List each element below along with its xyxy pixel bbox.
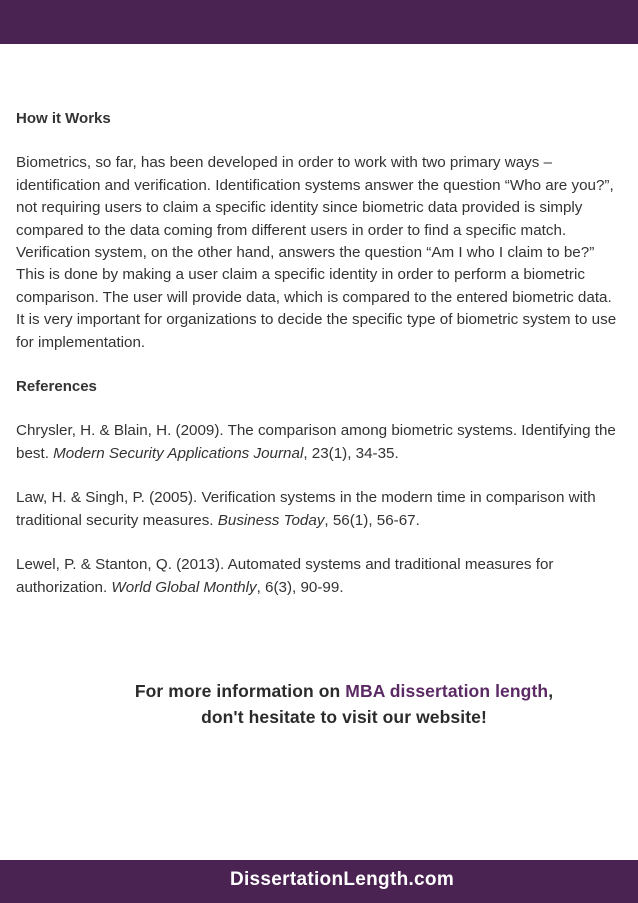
reference-item	[16, 554, 624, 599]
footer-site-link[interactable]: DissertationLength.com	[229, 869, 455, 890]
reference-text: Chrysler, H. & Blain, H. (2009). The comparison among biometric systems. Identifying the best.	[16, 422, 616, 462]
reference-journal: Business Today	[217, 511, 325, 529]
top-banner	[0, 0, 638, 44]
reference-journal: World Global Monthly	[111, 578, 257, 596]
cta-line-2: don't hesitate to visit our website!	[201, 707, 487, 727]
reference-text: Law, H. & Singh, P. (2005). Verification systems in the modern time in comparison with traditional security measures.	[16, 489, 596, 529]
section-heading-references: References	[16, 378, 97, 396]
reference-citation: , 6(3), 90-99.	[256, 578, 344, 596]
document-body	[16, 108, 624, 599]
reference-text: Lewel, P. & Stanton, Q. (2013). Automated systems and traditional measures for authorization.	[16, 556, 554, 596]
cta-prefix: For more information on	[134, 681, 346, 701]
cta-suffix: ,	[548, 681, 554, 701]
reference-citation: , 23(1), 34-35.	[303, 444, 399, 462]
section-heading-how-it-works: How it Works	[16, 110, 111, 127]
call-to-action	[0, 678, 638, 730]
mba-dissertation-length-link[interactable]: MBA dissertation length	[345, 681, 549, 701]
reference-item	[16, 420, 624, 465]
cta-line-1	[0, 678, 638, 704]
how-it-works-paragraph: Biometrics, so far, has been developed in order to work with two primary ways – identification and verification. Identification systems answer the question “Who are you?”, not requiring users to claim a specific identity since biometric data provided is simply compared to the data coming from different users in order to find a specific match. Verification system, on the other hand, answers the question “Am I who I claim to be?” This is done by making a user claim a specific identity in order to perform a biometric comparison. The user will provide data, which is compared to the entered biometric data. It is very important for organizations to decide the specific type of biometric system to use for implementation.	[16, 154, 617, 351]
reference-citation: , 56(1), 56-67.	[324, 511, 420, 529]
reference-item	[16, 487, 624, 532]
reference-journal: Modern Security Applications Journal	[53, 444, 304, 462]
